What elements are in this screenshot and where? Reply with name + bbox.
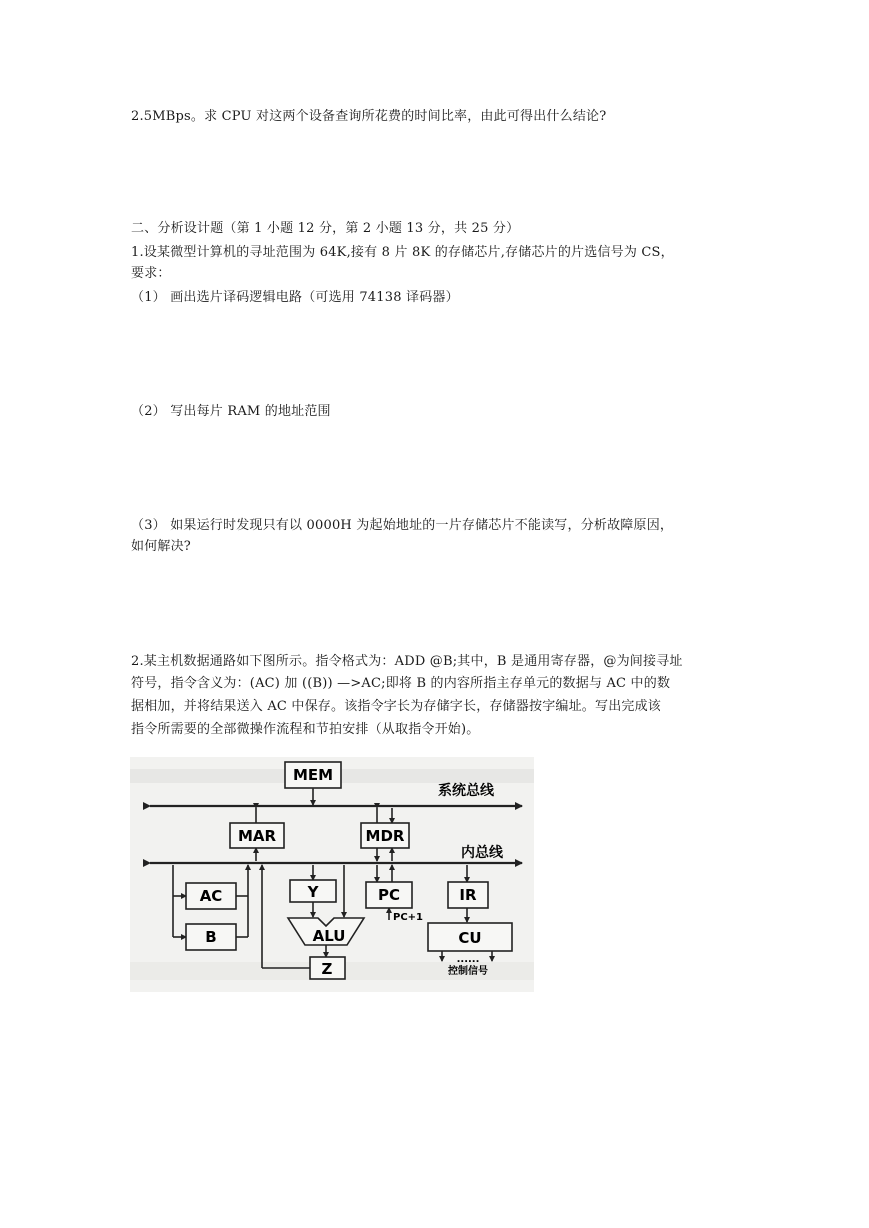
question-1-part-2: （2） 写出每片 RAM 的地址范围	[131, 404, 331, 419]
mem-label: MEM	[292, 766, 334, 784]
question-2-line-3: 据相加，并将结果送入 AC 中保存。该指令字长为存储字长，存储器按字编址。写出完成该	[131, 699, 662, 714]
datapath-diagram	[130, 757, 534, 992]
mar-label: MAR	[237, 827, 277, 845]
ir-label: IR	[459, 886, 477, 904]
question-2-line-1: 2.某主机数据通路如下图所示。指令格式为：ADD @B;其中，B 是通用寄存器，@为间接寻址	[131, 654, 683, 669]
alu-label: ALU	[312, 927, 346, 945]
system-bus-label: 系统总线	[438, 783, 494, 799]
cu-label: CU	[458, 929, 482, 947]
question-1-part-1: （1） 画出选片译码逻辑电路（可选用 74138 译码器）	[131, 290, 459, 305]
question-2-line-2: 符号，指令含义为：(AC) 加 ((B)) —>AC;即将 B 的内容所指主存单元的数据与 AC 中的数	[131, 676, 671, 691]
pc-plus-1-label: PC+1	[393, 912, 424, 923]
mdr-label: MDR	[365, 827, 405, 845]
question-1-line-2: 要求：	[131, 266, 171, 281]
b-label: B	[205, 928, 217, 946]
ac-label: AC	[199, 887, 223, 905]
internal-bus-label: 内总线	[461, 845, 503, 861]
section-heading: 二、分析设计题（第 1 小题 12 分，第 2 小题 13 分，共 25 分）	[131, 221, 520, 236]
question-1-part-3-line-2: 如何解决?	[131, 539, 191, 554]
question-1-line-1: 1.设某微型计算机的寻址范围为 64K,接有 8 片 8K 的存储芯片,存储芯片的片选信号为 CS，	[131, 245, 674, 260]
question-2-line-4: 指令所需要的全部微操作流程和节拍安排（从取指令开始)。	[131, 722, 480, 737]
z-label: Z	[321, 960, 333, 978]
text-line-1: 2.5MBps。求 CPU 对这两个设备查询所花费的时间比率，由此可得出什么结论?	[131, 109, 607, 124]
dots-label: ......	[456, 954, 480, 965]
pc-label: PC	[377, 886, 401, 904]
control-signal-label: 控制信号	[448, 966, 488, 977]
question-1-part-3-line-1: （3） 如果运行时发现只有以 0000H 为起始地址的一片存储芯片不能读写，分析故障原因，	[131, 518, 674, 533]
y-label: Y	[307, 883, 319, 901]
